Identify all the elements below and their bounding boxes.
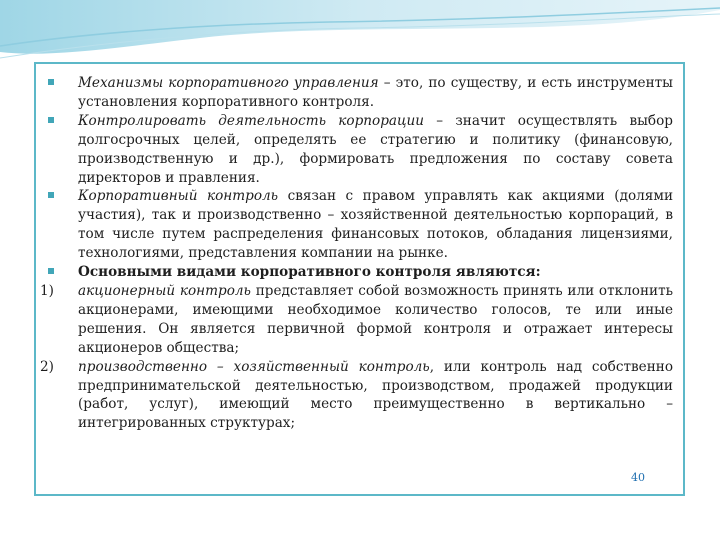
term-production-control: производственно – хозяйственный контроль: [78, 358, 430, 375]
term-control-activity: Контролировать деятельность корпорации: [78, 112, 425, 129]
numbered-item: [40, 282, 673, 358]
item-number: 1): [40, 282, 54, 299]
header-wave-decoration: [0, 0, 720, 70]
bullet-paragraph: [48, 74, 673, 112]
bullet-paragraph: [48, 263, 673, 282]
types-heading: Основными видами корпоративного контроля являются:: [78, 264, 541, 281]
item-text: , или контроль над собственно предпринимательской деятельностью, производством, продажей продукции (работ, услуг), имеющий место преимущественно в вертикально – интегрированных структурах;: [78, 358, 674, 432]
page-number: 40: [631, 471, 645, 484]
paragraph-text: – значит осуществлять выбор долгосрочных целей, определять ее стратегию и политику (финансовую, производственную и др.), формировать предложения по составу совета директоров и правления.: [78, 112, 674, 186]
bullet-square-icon: [48, 79, 54, 85]
bullet-square-icon: [48, 117, 54, 123]
paragraph-text: – это, по существу, и есть инструменты установления корпоративного контроля.: [78, 75, 673, 110]
item-number: 2): [40, 358, 54, 375]
content-frame: [34, 62, 685, 496]
item-text: представляет собой возможность принять или отклонить акционерами, имеющими необходимое количество голосов, те или иные решения. Он является первичной формой контроля и отражает интересы акционеров общества;: [78, 282, 673, 356]
bullet-square-icon: [48, 192, 54, 198]
bullet-paragraph: [48, 187, 673, 263]
bullet-paragraph: [48, 112, 673, 188]
term-shareholder-control: акционерный контроль: [78, 282, 251, 299]
numbered-item: [40, 358, 674, 434]
bullet-square-icon: [48, 268, 54, 274]
term-corporate-control: Корпоративный контроль: [78, 188, 279, 205]
paragraph-text: связан с правом управлять как акциями (долями участия), так и производственно – хозяйственной деятельностью корпораций, в том числе путем распределения финансовых потоков, обладания лицензиями, технологиями, представления компании на рынке.: [78, 188, 674, 262]
term-mechanisms: Механизмы корпоративного управления: [78, 75, 379, 91]
slide-text: [40, 74, 674, 433]
